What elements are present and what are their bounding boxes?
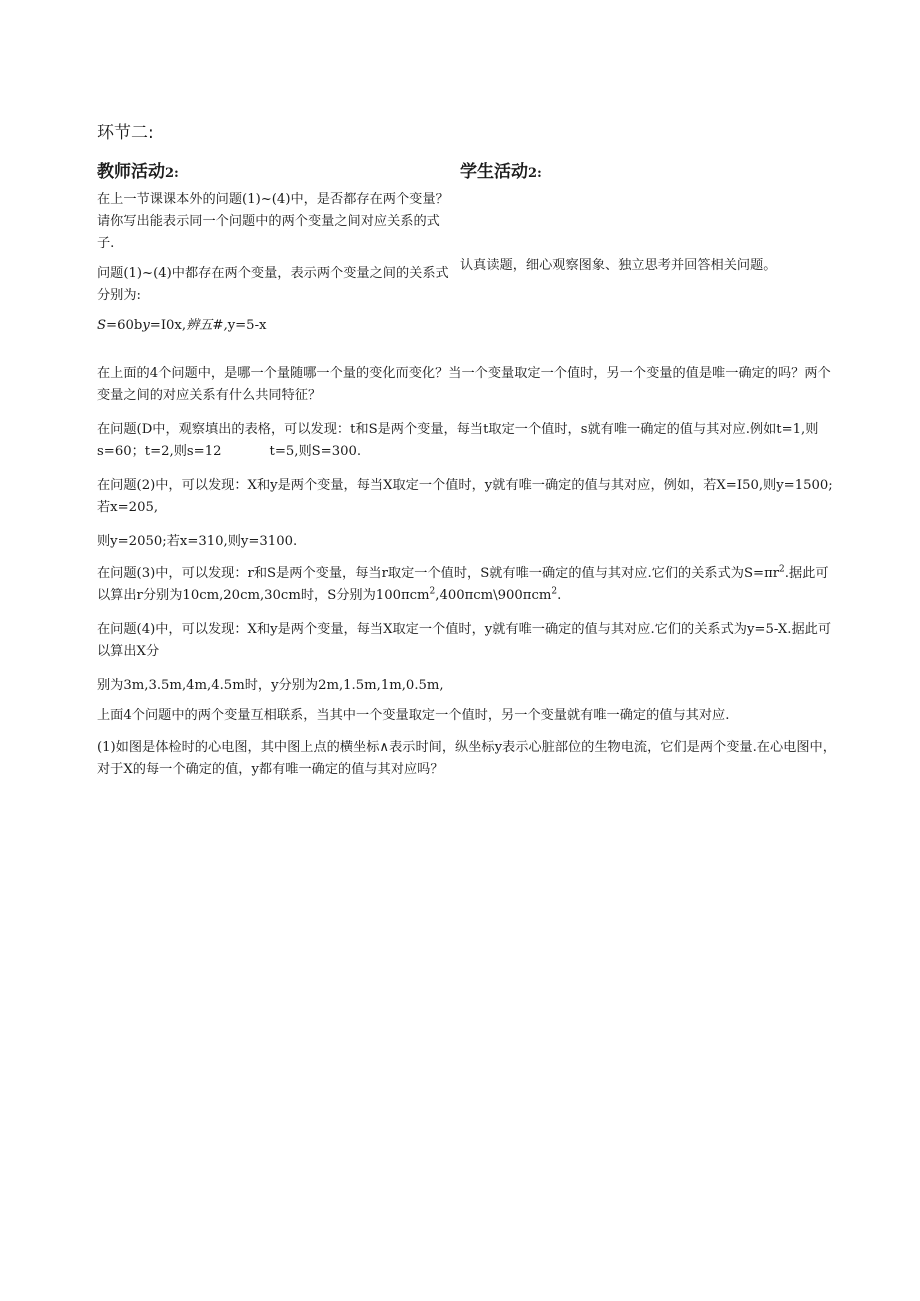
student-heading-text: 学生活动 bbox=[460, 162, 528, 182]
paragraph-common-features: 在上面的4个问题中，是哪一个量随哪一个量的变化而变化？当一个变量取定一个值时，另一个变量的值是唯一确定的吗？两个变量之间的对应关系有什么共同特征？ bbox=[97, 366, 831, 403]
superscript: 2 bbox=[779, 564, 785, 575]
formula-part-e: 辨五#, bbox=[186, 318, 228, 333]
superscript: 2 bbox=[551, 586, 558, 597]
paragraph-problem-2-cont: 则y=2050;若x=310,则y=3100. bbox=[97, 534, 298, 549]
formula-part-d: =I0x, bbox=[149, 318, 187, 333]
relation-formulas bbox=[97, 315, 452, 337]
paragraph-problem-4: 在问题(4)中，可以发现：X和y是两个变量，每当X取定一个值时，y就有唯一确定的值与其对应.它们的关系式为y=5-X.据此可以算出X分 bbox=[97, 622, 832, 659]
student-activity-column bbox=[460, 255, 790, 277]
student-activity-text: 认真读题，细心观察图象、独立思考并回答相关问题。 bbox=[460, 258, 777, 273]
formula-part-a: S bbox=[97, 318, 107, 333]
paragraph-problem-2: 在问题(2)中，可以发现：X和y是两个变量，每当X取定一个值时，y就有唯一确定的值与其对应，例如，若X=I50,则y=1500;若x=205, bbox=[97, 478, 833, 515]
paragraph-problem-1 bbox=[97, 419, 840, 463]
paragraph-summary: 上面4个问题中的两个变量互相联系，当其中一个变量取定一个值时，另一个变量就有唯一确定的值与其对应. bbox=[97, 708, 730, 723]
student-activity-heading bbox=[460, 157, 542, 182]
teacher-heading-text: 教师活动 bbox=[97, 162, 165, 182]
problem-1-tail: t=5,则S=300. bbox=[269, 444, 362, 459]
teacher-activity-heading bbox=[97, 157, 179, 182]
teacher-heading-num: 2: bbox=[165, 166, 179, 181]
problem-3-part-b: .据此可以算出r分别为10cm,20cm,30cm时，S分别为100πcm bbox=[97, 566, 829, 603]
problem-3-part-a: 在问题(3)中，可以发现：r和S是两个变量，每当r取定一个值时，S就有唯一确定的值与其对应.它们的关系式为S=πr bbox=[97, 566, 780, 581]
formula-part-c: y bbox=[142, 318, 150, 333]
teacher-question-paragraph: 在上一节课课本外的问题(1)~(4)中，是否都存在两个变量？请你写出能表示同一个问题中的两个变量之间对应关系的式子. bbox=[97, 192, 449, 251]
teacher-answer-paragraph: 问题(1)~(4)中都存在两个变量，表示两个变量之间的关系式分别为: bbox=[97, 266, 449, 303]
superscript: 2 bbox=[429, 586, 436, 597]
formula-part-f: y=5-x bbox=[227, 318, 267, 333]
student-heading-num: 2: bbox=[528, 166, 542, 181]
problem-1-text: 在问题(D中，观察填出的表格，可以发现：t和S是两个变量，每当t取定一个值时，s就有唯一确定的值与其对应.例如t=1,则s=60；t=2,则s=12 bbox=[97, 422, 819, 459]
paragraph-problem-4-cont: 别为3m,3.5m,4m,4.5m时，y分别为2m,1.5m,1m,0.5m, bbox=[97, 678, 444, 693]
paragraph-problem-3 bbox=[97, 563, 840, 607]
problem-3-part-c: ,400πcm\900πcm bbox=[435, 588, 552, 603]
teacher-activity-column bbox=[97, 189, 452, 345]
section-title: 环节二: bbox=[97, 123, 154, 143]
problem-3-part-d: . bbox=[557, 588, 562, 603]
paragraph-ecg-question: (1)如图是体检时的心电图，其中图上点的横坐标∧表示时间，纵坐标y表示心脏部位的生物电流，它们是两个变量.在心电图中，对于X的每一个确定的值，y都有唯一确定的值与其对应吗？ bbox=[97, 740, 836, 777]
formula-part-b: =60b bbox=[106, 318, 143, 333]
